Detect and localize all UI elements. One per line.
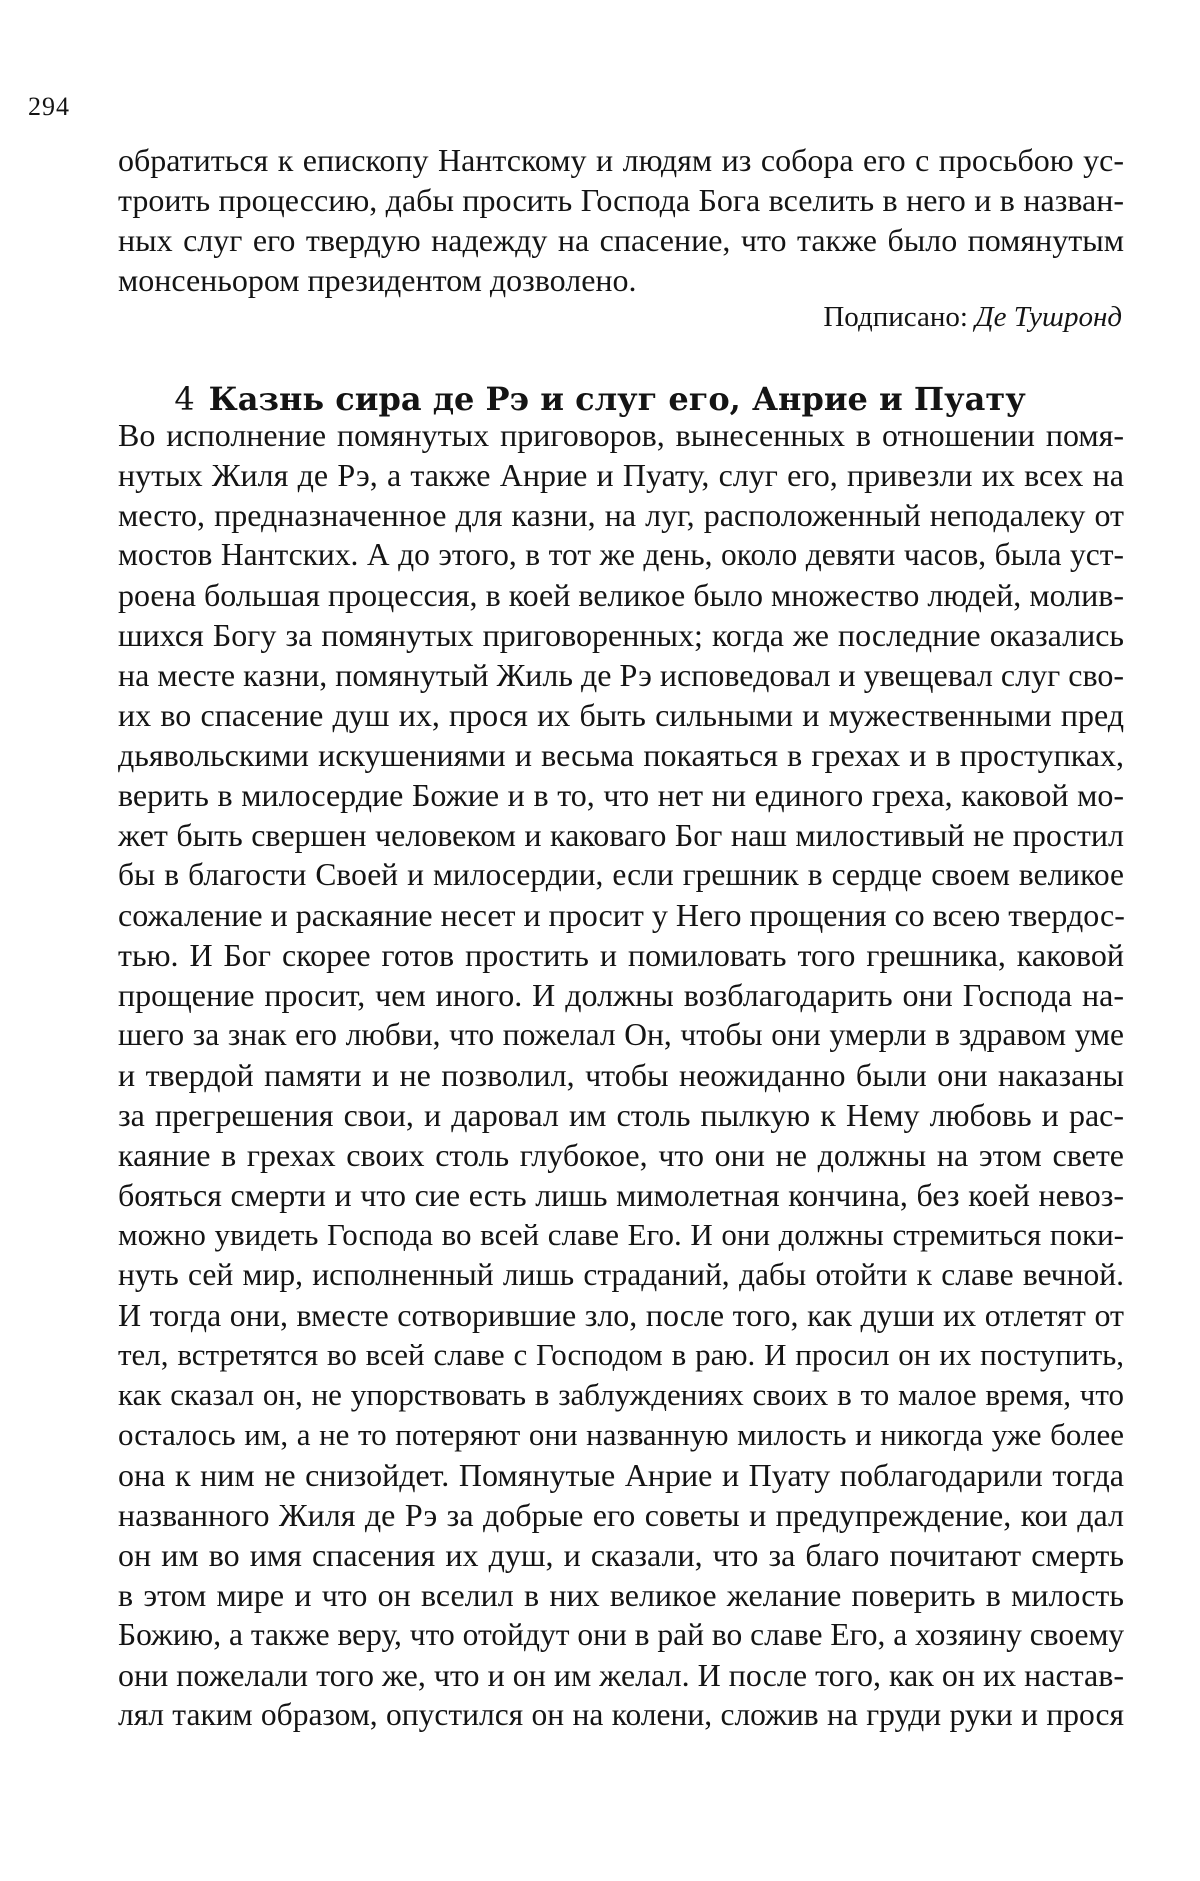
text-line: верить в милосердие Божие и в то, что нет ни единого греха, каковой мо- bbox=[118, 777, 1124, 813]
text-line: их во спасение душ их, прося их быть сильными и мужественными пред bbox=[118, 697, 1124, 733]
text-line: тью. И Бог скорее готов простить и помиловать того грешника, каковой bbox=[118, 937, 1124, 973]
text-line: как сказал он, не упорствовать в заблуждениях своих в то малое время, что bbox=[118, 1377, 1124, 1412]
text-line: шихся Богу за помянутых приговоренных; когда же последние оказались bbox=[118, 617, 1124, 653]
text-line: бояться смерти и что сие есть лишь мимолетная кончина, без коей невоз- bbox=[118, 1177, 1124, 1213]
text-line: жет быть свершен человеком и каковаго Бог наш милостивый не простил bbox=[118, 817, 1124, 853]
text-line: осталось им, а не то потеряют они названную милость и никогда уже более bbox=[118, 1417, 1124, 1452]
page-number: 294 bbox=[28, 92, 70, 121]
text-line: И тогда они, вместе сотворившие зло, после того, как души их отлетят от bbox=[118, 1297, 1124, 1333]
text-line: можно увидеть Господа во всей славе Его. И они должны стремиться поки- bbox=[118, 1217, 1124, 1252]
first-paragraph bbox=[118, 140, 1124, 300]
text-line: нутых Жиля де Рэ, а также Анрие и Пуату, слуг его, привезли их всех на bbox=[118, 457, 1124, 493]
signature-label: Подписано: bbox=[823, 301, 968, 333]
section-heading bbox=[0, 380, 1200, 418]
text-line: за прегрешения свои, и даровал им столь пылкую к Нему любовь и рас- bbox=[118, 1097, 1124, 1133]
text-line: прощение просит, чем иного. И должны возблагодарить они Господа на- bbox=[118, 977, 1124, 1013]
text-line: каяние в грехах своих столь глубокое, что они не должны на этом свете bbox=[118, 1137, 1124, 1173]
text-line: названного Жиля де Рэ за добрые его советы и предупреждение, кои дал bbox=[118, 1497, 1124, 1533]
text-line: роена большая процессия, в коей великое было множество людей, молив- bbox=[118, 577, 1124, 613]
text-line: сожаление и раскаяние несет и просит у Него прощения со всею твердос- bbox=[118, 897, 1125, 933]
text-line: и твердой памяти и не позволил, чтобы неожиданно были они наказаны bbox=[118, 1057, 1124, 1093]
text-line: шего за знак его любви, что пожелал Он, чтобы они умерли в здравом уме bbox=[118, 1017, 1124, 1052]
text-line: тел, встретятся во всей славе с Господом в раю. И просил он их поступить, bbox=[118, 1337, 1124, 1372]
text-line: Божию, а также веру, что отойдут они в рай во славе Его, а хозяину своему bbox=[118, 1617, 1125, 1652]
text-line: обратиться к епископу Нантскому и людям из собора его с просьбою ус- bbox=[118, 142, 1124, 178]
section-number: 4 bbox=[174, 380, 195, 418]
text-line: в этом мире и что он вселил в них великое желание поверить в милость bbox=[118, 1577, 1124, 1613]
text-line: она к ним не снизойдет. Помянутые Анрие и Пуату поблагодарили тогда bbox=[118, 1457, 1124, 1493]
text-line: место, предназначенное для казни, на луг, расположенный неподалеку от bbox=[118, 497, 1124, 533]
section-title: Казнь сира де Рэ и слуг его, Анрие и Пуату bbox=[208, 380, 1026, 418]
text-line: бы в благости Своей и милосердии, если грешник в сердце своем великое bbox=[118, 857, 1124, 892]
text-line: на месте казни, помянутый Жиль де Рэ исповедовал и увещевал слуг сво- bbox=[118, 657, 1124, 693]
text-line: нуть сей мир, исполненный лишь страданий, дабы отойти к славе вечной. bbox=[118, 1257, 1124, 1292]
signature bbox=[823, 300, 1122, 334]
text-line: троить процессию, дабы просить Господа Бога вселить в него и в назван- bbox=[118, 182, 1124, 218]
second-paragraph bbox=[118, 415, 1124, 1735]
text-line: дьявольскими искушениями и весьма покаяться в грехах и в проступках, bbox=[118, 737, 1124, 773]
text-line: они пожелали того же, что и он им желал. И после того, как он их настав- bbox=[118, 1657, 1124, 1693]
text-line: лял таким образом, опустился он на колени, сложив на груди руки и прося bbox=[118, 1697, 1124, 1732]
text-line: Во исполнение помянутых приговоров, вынесенных в отношении помя- bbox=[118, 417, 1124, 453]
text-line: он им во имя спасения их душ, и сказали, что за благо почитают смерть bbox=[118, 1537, 1124, 1573]
text-line: мостов Нантских. А до этого, в тот же день, около девяти часов, была уст- bbox=[118, 537, 1124, 572]
text-line: монсеньором президентом дозволено. bbox=[118, 262, 637, 298]
text-line: ных слуг его твердую надежду на спасение, что также было помянутым bbox=[118, 222, 1124, 258]
signature-name: Де Тушронд bbox=[975, 301, 1122, 333]
